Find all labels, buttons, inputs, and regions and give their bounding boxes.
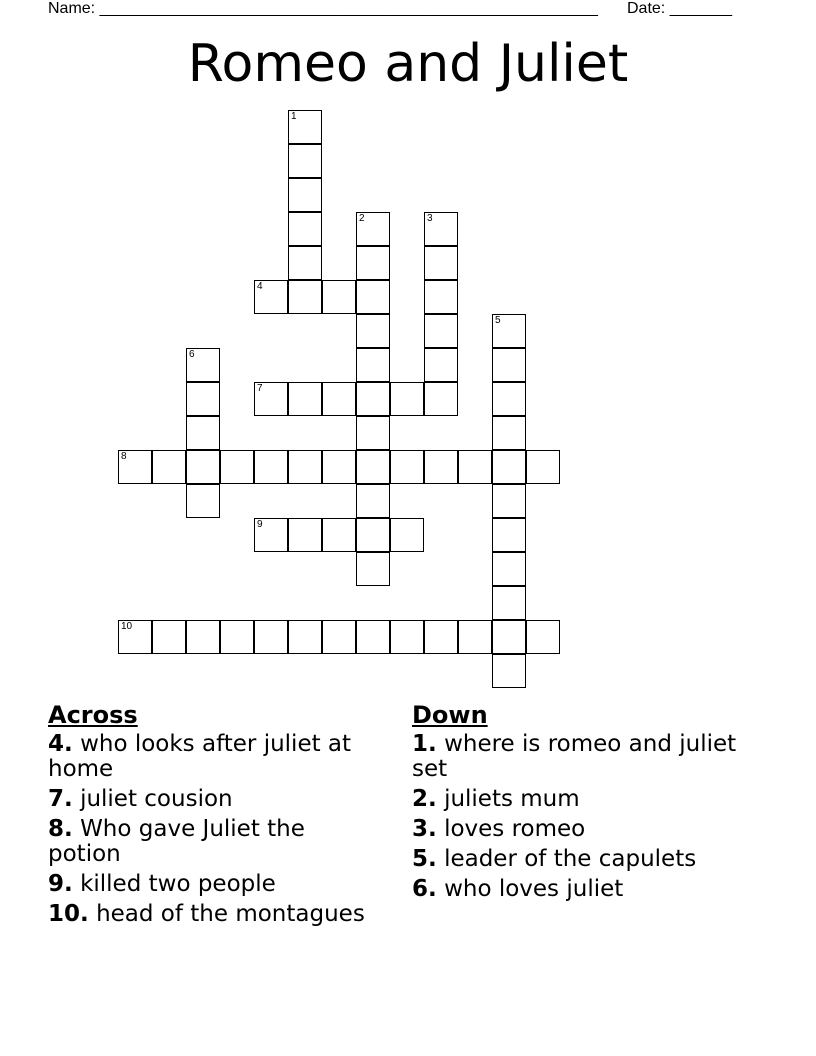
grid-cell[interactable] — [356, 348, 390, 382]
grid-cell[interactable] — [424, 450, 458, 484]
across-clue — [48, 787, 378, 812]
grid-cell[interactable] — [492, 382, 526, 416]
clue-text: who loves juliet — [444, 876, 624, 902]
clue-text: loves romeo — [444, 816, 586, 842]
grid-cell[interactable] — [458, 450, 492, 484]
clue-text: killed two people — [80, 871, 276, 897]
clue-number: 1. — [412, 731, 437, 757]
grid-cell[interactable] — [424, 348, 458, 382]
down-clue — [412, 817, 762, 842]
grid-cell[interactable] — [288, 280, 322, 314]
grid-cell[interactable] — [254, 620, 288, 654]
grid-cell[interactable] — [322, 450, 356, 484]
grid-cell[interactable] — [118, 620, 152, 654]
clue-number: 8. — [48, 816, 73, 842]
grid-cell[interactable] — [356, 212, 390, 246]
grid-cell[interactable] — [254, 382, 288, 416]
grid-cell[interactable] — [254, 518, 288, 552]
grid-cell[interactable] — [288, 110, 322, 144]
grid-cell[interactable] — [356, 314, 390, 348]
grid-cell[interactable] — [186, 484, 220, 518]
across-clue — [48, 872, 378, 897]
grid-cell[interactable] — [526, 450, 560, 484]
grid-cell[interactable] — [288, 450, 322, 484]
grid-cell[interactable] — [186, 348, 220, 382]
grid-cell[interactable] — [424, 314, 458, 348]
grid-cell[interactable] — [458, 620, 492, 654]
across-heading: Across — [48, 701, 138, 729]
grid-cell[interactable] — [152, 620, 186, 654]
cell-number: 5 — [495, 315, 501, 326]
grid-cell[interactable] — [356, 518, 390, 552]
grid-cell[interactable] — [220, 620, 254, 654]
across-clues — [48, 700, 378, 932]
grid-cell[interactable] — [254, 280, 288, 314]
grid-cell[interactable] — [356, 552, 390, 586]
cell-number: 4 — [257, 281, 263, 292]
cell-number: 6 — [189, 349, 195, 360]
grid-cell[interactable] — [288, 212, 322, 246]
cell-number: 1 — [291, 111, 297, 122]
down-heading: Down — [412, 701, 488, 729]
cell-number: 9 — [257, 519, 263, 530]
grid-cell[interactable] — [390, 620, 424, 654]
grid-cell[interactable] — [356, 450, 390, 484]
clue-number: 3. — [412, 816, 437, 842]
down-clue — [412, 847, 762, 872]
grid-cell[interactable] — [356, 280, 390, 314]
clue-number: 4. — [48, 731, 73, 757]
grid-cell[interactable] — [390, 382, 424, 416]
grid-cell[interactable] — [492, 450, 526, 484]
cell-number: 7 — [257, 383, 263, 394]
grid-cell[interactable] — [492, 416, 526, 450]
grid-cell[interactable] — [288, 620, 322, 654]
cell-number: 8 — [121, 451, 127, 462]
grid-cell[interactable] — [424, 382, 458, 416]
grid-cell[interactable] — [390, 518, 424, 552]
grid-cell[interactable] — [492, 314, 526, 348]
clue-number: 5. — [412, 846, 437, 872]
name-field[interactable]: Name: ________________________________________________________ — [48, 0, 598, 17]
down-clue — [412, 877, 762, 902]
grid-cell[interactable] — [152, 450, 186, 484]
grid-cell[interactable] — [186, 450, 220, 484]
grid-cell[interactable] — [526, 620, 560, 654]
down-clue — [412, 787, 762, 812]
clue-text: who looks after juliet at home — [48, 731, 352, 782]
clue-text: leader of the capulets — [444, 846, 697, 872]
grid-cell[interactable] — [322, 518, 356, 552]
grid-cell[interactable] — [492, 552, 526, 586]
grid-cell[interactable] — [356, 246, 390, 280]
grid-cell[interactable] — [390, 450, 424, 484]
date-field[interactable]: Date: _______ — [627, 0, 732, 17]
grid-cell[interactable] — [322, 280, 356, 314]
grid-cell[interactable] — [186, 382, 220, 416]
grid-cell[interactable] — [492, 348, 526, 382]
grid-cell[interactable] — [288, 178, 322, 212]
clue-number: 6. — [412, 876, 437, 902]
cell-number: 3 — [427, 213, 433, 224]
grid-cell[interactable] — [424, 280, 458, 314]
page-title: Romeo and Juliet — [187, 34, 629, 94]
grid-cell[interactable] — [356, 416, 390, 450]
down-clues — [412, 700, 762, 907]
grid-cell[interactable] — [424, 212, 458, 246]
across-clue — [48, 817, 378, 867]
grid-cell[interactable] — [186, 416, 220, 450]
grid-cell[interactable] — [288, 518, 322, 552]
grid-cell[interactable] — [424, 246, 458, 280]
grid-cell[interactable] — [492, 586, 526, 620]
grid-cell[interactable] — [492, 654, 526, 688]
grid-cell[interactable] — [356, 484, 390, 518]
grid-cell[interactable] — [288, 246, 322, 280]
grid-cell[interactable] — [492, 620, 526, 654]
grid-cell[interactable] — [424, 620, 458, 654]
grid-cell[interactable] — [356, 620, 390, 654]
grid-cell[interactable] — [288, 382, 322, 416]
grid-cell[interactable] — [254, 450, 288, 484]
clue-text: head of the montagues — [96, 901, 365, 927]
clue-text: Who gave Juliet the potion — [48, 816, 305, 867]
across-clue — [48, 902, 378, 927]
grid-cell[interactable] — [288, 144, 322, 178]
grid-cell[interactable] — [356, 382, 390, 416]
grid-cell[interactable] — [220, 450, 254, 484]
clue-text: juliet cousion — [80, 786, 233, 812]
grid-cell[interactable] — [492, 518, 526, 552]
clue-text: where is romeo and juliet set — [412, 731, 737, 782]
grid-cell[interactable] — [492, 484, 526, 518]
clue-text: juliets mum — [444, 786, 580, 812]
clue-number: 10. — [48, 901, 89, 927]
across-clue — [48, 732, 378, 782]
grid-cell[interactable] — [118, 450, 152, 484]
cell-number: 2 — [359, 213, 365, 224]
grid-cell[interactable] — [322, 382, 356, 416]
grid-cell[interactable] — [186, 620, 220, 654]
clue-number: 9. — [48, 871, 73, 897]
down-clue — [412, 732, 762, 782]
cell-number: 10 — [121, 621, 133, 632]
clue-number: 2. — [412, 786, 437, 812]
grid-cell[interactable] — [322, 620, 356, 654]
clue-number: 7. — [48, 786, 73, 812]
